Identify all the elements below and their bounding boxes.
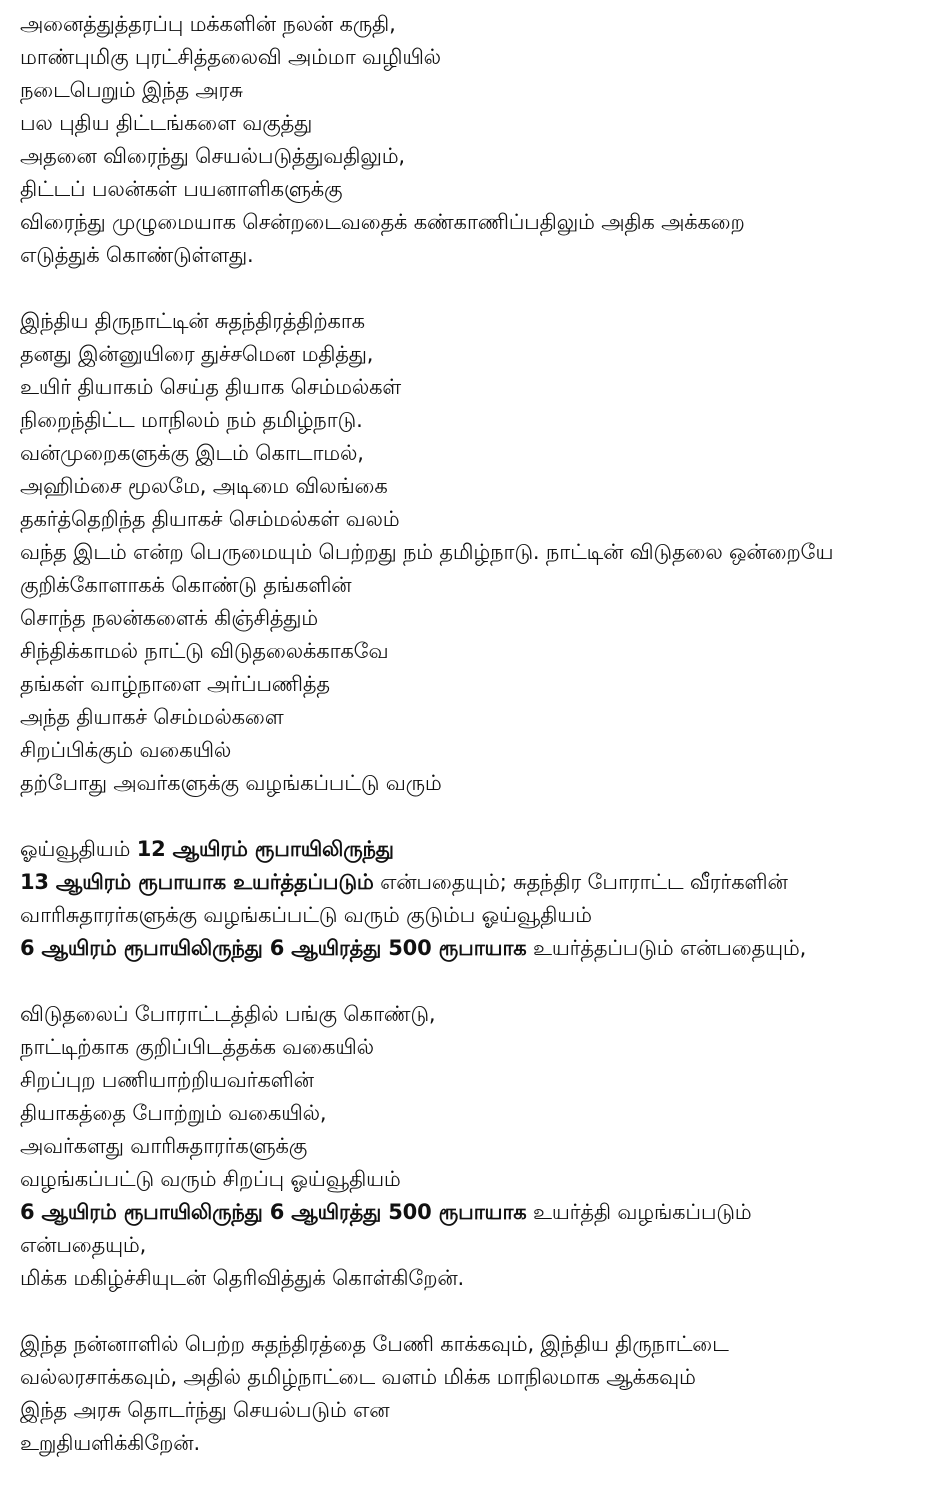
text-line bbox=[20, 866, 940, 899]
text-segment: தற்போது அவர்களுக்கு வழங்கப்பட்டு வரும் bbox=[20, 771, 442, 795]
text-line bbox=[20, 1031, 940, 1064]
paragraph-gap bbox=[20, 1295, 940, 1328]
text-segment: அனைத்துத்தரப்பு மக்களின் நலன் கருதி, bbox=[20, 12, 396, 36]
text-segment: நடைபெறும் இந்த அரசு bbox=[20, 78, 243, 102]
text-segment: வன்முறைகளுக்கு இடம் கொடாமல், bbox=[20, 441, 364, 465]
text-line bbox=[20, 734, 940, 767]
text-segment: இந்த நன்னாளில் பெற்ற சுதந்திரத்தை பேணி காக்கவும், இந்திய திருநாட்டை bbox=[20, 1332, 729, 1356]
text-segment: விரைந்து முழுமையாக சென்றடைவதைக் கண்காணிப்பதிலும் அதிக அக்கறை bbox=[20, 210, 745, 234]
text-segment: விடுதலைப் போராட்டத்தில் பங்கு கொண்டு, bbox=[20, 1002, 436, 1026]
text-segment: சொந்த நலன்களைக் கிஞ்சித்தும் bbox=[20, 606, 319, 630]
text-line bbox=[20, 371, 940, 404]
text-segment: நாட்டிற்காக குறிப்பிடத்தக்க வகையில் bbox=[20, 1035, 374, 1059]
text-segment: அந்த தியாகச் செம்மல்களை bbox=[20, 705, 284, 729]
text-line bbox=[20, 1229, 940, 1262]
text-line bbox=[20, 833, 940, 866]
text-line bbox=[20, 1196, 940, 1229]
paragraph bbox=[20, 833, 940, 965]
text-segment: வந்த இடம் என்ற பெருமையும் பெற்றது நம் தமிழ்நாடு. நாட்டின் விடுதலை ஒன்றையே bbox=[20, 540, 834, 564]
paragraph bbox=[20, 8, 940, 272]
text-line bbox=[20, 503, 940, 536]
text-segment: மாண்புமிகு புரட்சித்தலைவி அம்மா வழியில் bbox=[20, 45, 441, 69]
text-segment: சிந்திக்காமல் நாட்டு விடுதலைக்காகவே bbox=[20, 639, 389, 663]
text-segment: வல்லரசாக்கவும், அதில் தமிழ்நாட்டை வளம் மிக்க மாநிலமாக ஆக்கவும் bbox=[20, 1365, 696, 1389]
text-segment: உயிர் தியாகம் செய்த தியாக செம்மல்கள் bbox=[20, 375, 402, 399]
text-segment: இந்திய திருநாட்டின் சுதந்திரத்திற்காக bbox=[20, 309, 365, 333]
text-line bbox=[20, 899, 940, 932]
text-segment: சிறப்புற பணியாற்றியவர்களின் bbox=[20, 1068, 314, 1092]
text-line bbox=[20, 668, 940, 701]
text-segment: குறிக்கோளாகக் கொண்டு தங்களின் bbox=[20, 573, 352, 597]
text-segment: திட்டப் பலன்கள் பயனாளிகளுக்கு bbox=[20, 177, 343, 201]
text-line bbox=[20, 701, 940, 734]
text-segment: அவர்களது வாரிசுதாரர்களுக்கு bbox=[20, 1134, 308, 1158]
text-line bbox=[20, 767, 940, 800]
text-line bbox=[20, 470, 940, 503]
text-segment: என்பதையும்; சுதந்திர போராட்ட வீரர்களின் bbox=[373, 870, 788, 894]
text-line bbox=[20, 536, 940, 569]
bold-text-segment: 13 ஆயிரம் ரூபாயாக உயர்த்தப்படும் bbox=[20, 870, 374, 894]
text-segment: சிறப்பிக்கும் வகையில் bbox=[20, 738, 232, 762]
text-segment: நிறைந்திட்ட மாநிலம் நம் தமிழ்நாடு. bbox=[20, 408, 363, 432]
text-line bbox=[20, 1394, 940, 1427]
text-segment: உயர்த்தி வழங்கப்படும் bbox=[526, 1200, 752, 1224]
text-line bbox=[20, 1262, 940, 1295]
text-line bbox=[20, 1064, 940, 1097]
text-segment: அதனை விரைந்து செயல்படுத்துவதிலும், bbox=[20, 144, 405, 168]
text-line bbox=[20, 8, 940, 41]
text-line bbox=[20, 998, 940, 1031]
bold-text-segment: 6 ஆயிரம் ரூபாயிலிருந்து 6 ஆயிரத்து 500 ரூபாயாக bbox=[20, 1200, 527, 1224]
text-segment: வழங்கப்பட்டு வரும் சிறப்பு ஓய்வூதியம் bbox=[20, 1167, 401, 1191]
text-line bbox=[20, 1130, 940, 1163]
text-segment: தங்கள் வாழ்நாளை அர்ப்பணித்த bbox=[20, 672, 330, 696]
text-line bbox=[20, 74, 940, 107]
text-segment: வாரிசுதாரர்களுக்கு வழங்கப்பட்டு வரும் குடும்ப ஓய்வூதியம் bbox=[20, 903, 592, 927]
text-line bbox=[20, 1163, 940, 1196]
bold-text-segment: 12 ஆயிரம் ரூபாயிலிருந்து bbox=[136, 837, 394, 861]
text-line bbox=[20, 602, 940, 635]
text-line bbox=[20, 1361, 940, 1394]
paragraph bbox=[20, 998, 940, 1295]
text-line bbox=[20, 107, 940, 140]
paragraph bbox=[20, 305, 940, 800]
text-segment: மிக்க மகிழ்ச்சியுடன் தெரிவித்துக் கொள்கிறேன். bbox=[20, 1266, 465, 1290]
text-line bbox=[20, 932, 940, 965]
paragraph-gap bbox=[20, 965, 940, 998]
text-segment: என்பதையும், bbox=[20, 1233, 147, 1257]
text-segment: தியாகத்தை போற்றும் வகையில், bbox=[20, 1101, 327, 1125]
text-line bbox=[20, 41, 940, 74]
document-body bbox=[20, 8, 940, 1460]
text-line bbox=[20, 569, 940, 602]
bold-text-segment: 6 ஆயிரம் ரூபாயிலிருந்து 6 ஆயிரத்து 500 ரூபாயாக bbox=[20, 936, 527, 960]
paragraph-gap bbox=[20, 800, 940, 833]
text-line bbox=[20, 206, 940, 239]
text-line bbox=[20, 437, 940, 470]
text-segment: எடுத்துக் கொண்டுள்ளது. bbox=[20, 243, 254, 267]
text-line bbox=[20, 338, 940, 371]
text-segment: உயர்த்தப்படும் என்பதையும், bbox=[526, 936, 807, 960]
text-segment: உறுதியளிக்கிறேன். bbox=[20, 1431, 200, 1455]
text-line bbox=[20, 1427, 940, 1460]
text-line bbox=[20, 140, 940, 173]
text-line bbox=[20, 305, 940, 338]
text-line bbox=[20, 635, 940, 668]
text-segment: தனது இன்னுயிரை துச்சமென மதித்து, bbox=[20, 342, 374, 366]
text-line bbox=[20, 404, 940, 437]
text-segment: ஓய்வூதியம் bbox=[20, 837, 137, 861]
text-segment: இந்த அரசு தொடர்ந்து செயல்படும் என bbox=[20, 1398, 390, 1422]
text-line bbox=[20, 1328, 940, 1361]
text-segment: தகர்த்தெறிந்த தியாகச் செம்மல்கள் வலம் bbox=[20, 507, 400, 531]
paragraph bbox=[20, 1328, 940, 1460]
text-segment: பல புதிய திட்டங்களை வகுத்து bbox=[20, 111, 313, 135]
text-line bbox=[20, 1097, 940, 1130]
text-segment: அஹிம்சை மூலமே, அடிமை விலங்கை bbox=[20, 474, 388, 498]
text-line bbox=[20, 239, 940, 272]
paragraph-gap bbox=[20, 272, 940, 305]
text-line bbox=[20, 173, 940, 206]
